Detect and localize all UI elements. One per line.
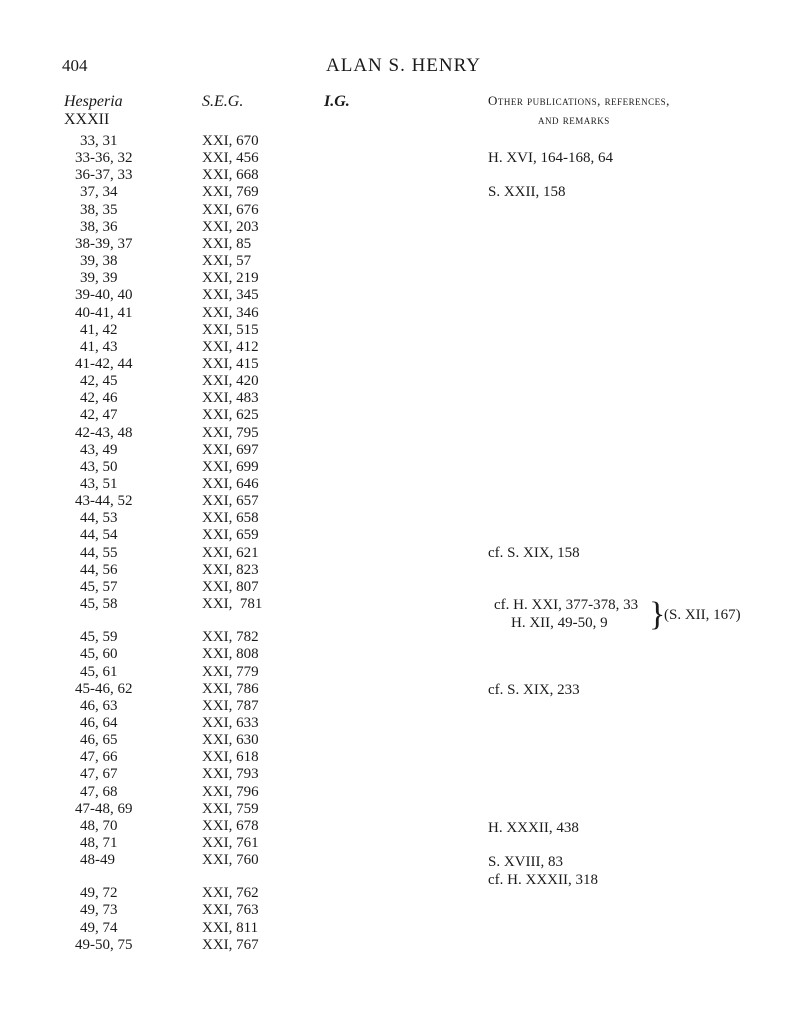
seg-ref: XXI, 811 (202, 919, 259, 936)
hesperia-ref: 45, 57 (80, 578, 118, 595)
hesperia-ref: 38-39, 37 (75, 235, 133, 252)
seg-ref: XXI, 203 (202, 218, 259, 235)
seg-ref: XXI, 420 (202, 373, 259, 390)
remark: H. XII, 49-50, 9 (511, 615, 608, 631)
hesperia-ref: 48-49 (80, 852, 115, 869)
seg-ref: XXI, 762 (202, 885, 259, 902)
remark-group: (S. XII, 167) (664, 607, 741, 623)
hesperia-ref: 49, 72 (80, 885, 118, 902)
hesperia-ref: 49, 74 (80, 919, 118, 936)
hesperia-ref: 45-46, 62 (75, 680, 133, 697)
hesperia-ref: 42, 46 (80, 390, 118, 407)
column-header-other-line1: Other publications, references, (488, 93, 670, 108)
seg-ref: XXI, 763 (202, 902, 259, 919)
seg-ref: XXI, 761 (202, 835, 259, 851)
hesperia-ref: 44, 56 (80, 561, 118, 578)
brace-icon: } (649, 596, 666, 633)
hesperia-ref: 47, 66 (80, 749, 118, 766)
hesperia-ref: 48, 70 (80, 817, 118, 834)
remark: S. XXII, 158 (488, 184, 566, 200)
seg-ref: XXI, 796 (202, 783, 259, 800)
seg-ref: XXI, 678 (202, 817, 259, 834)
seg-ref: XXI, 787 (202, 697, 259, 714)
hesperia-ref: 44, 55 (80, 544, 118, 561)
seg-ref: XXI, 618 (202, 749, 259, 766)
seg-ref: XXI, 515 (202, 321, 259, 338)
seg-ref: XXI, 808 (202, 646, 259, 663)
seg-ref: XXI, 782 (202, 629, 259, 646)
hesperia-ref: 40-41, 41 (75, 304, 133, 321)
hesperia-ref: 41-42, 44 (75, 355, 133, 372)
seg-ref: XXI, 345 (202, 287, 259, 304)
remark: cf. H. XXXII, 318 (488, 872, 598, 888)
hesperia-ref: 43, 50 (80, 458, 118, 475)
hesperia-ref: 39, 38 (80, 253, 118, 270)
hesperia-ref: 49-50, 75 (75, 936, 133, 953)
seg-ref: XXI, 793 (202, 766, 259, 783)
seg-ref: XXI, 659 (202, 527, 259, 544)
seg-ref: XXI, 621 (202, 544, 259, 561)
seg-ref: XXI, 769 (202, 184, 259, 201)
remark: S. XVIII, 83 (488, 854, 563, 870)
seg-ref: XXI, 658 (202, 510, 259, 527)
hesperia-ref: 43, 49 (80, 441, 118, 458)
hesperia-ref: 38, 36 (80, 218, 118, 235)
seg-ref: XXI, 657 (202, 493, 259, 510)
seg-ref: XXI, 625 (202, 407, 259, 424)
column-header-ig: I.G. (324, 93, 350, 110)
seg-ref: XXI, 759 (202, 800, 259, 817)
hesperia-ref: 46, 64 (80, 714, 118, 731)
seg-ref: XXI, 668 (202, 167, 259, 184)
hesperia-ref: 44, 54 (80, 527, 118, 544)
seg-ref: XXI, 346 (202, 304, 259, 321)
seg-ref: XXI, 412 (202, 338, 259, 355)
seg-ref: XXI, 823 (202, 561, 259, 578)
seg-ref: XXI, 767 (202, 936, 259, 953)
hesperia-ref: 44, 53 (80, 510, 118, 527)
remark: cf. S. XIX, 233 (488, 682, 580, 698)
hesperia-ref: 42-43, 48 (75, 424, 133, 441)
hesperia-ref: 43-44, 52 (75, 493, 133, 510)
seg-ref: XXI, 676 (202, 201, 259, 218)
hesperia-ref: 37, 34 (80, 184, 118, 201)
hesperia-ref: 41, 42 (80, 321, 118, 338)
remark: H. XVI, 164-168, 64 (488, 150, 613, 166)
hesperia-ref: 45, 60 (80, 646, 118, 663)
remark: cf. S. XIX, 158 (488, 545, 580, 561)
seg-ref: XXI, 219 (202, 270, 259, 287)
seg-ref: XXI, 57 (202, 253, 252, 270)
hesperia-ref: 47, 67 (80, 766, 118, 783)
running-head: ALAN S. HENRY (326, 55, 481, 76)
remark: cf. H. XXI, 377-378, 33 (494, 597, 639, 613)
seg-ref: XXI, 697 (202, 441, 259, 458)
seg-ref: XXI, 779 (202, 663, 259, 680)
seg-ref: XXI, 456 (202, 150, 259, 167)
hesperia-ref: 33-36, 32 (75, 150, 133, 167)
seg-ref: XXI, 646 (202, 476, 259, 492)
hesperia-ref: 38, 35 (80, 201, 118, 218)
hesperia-ref: 42, 47 (80, 407, 118, 424)
hesperia-ref: 36-37, 33 (75, 167, 133, 184)
hesperia-ref: 45, 61 (80, 663, 118, 680)
column-header-seg: S.E.G. (202, 93, 244, 110)
remark: H. XXXII, 438 (488, 820, 579, 836)
hesperia-ref: 43, 51 (80, 476, 118, 492)
seg-ref: XXI, 795 (202, 424, 259, 441)
seg-ref: XXI, 85 (202, 235, 252, 252)
seg-ref: XXI, 415 (202, 355, 259, 372)
hesperia-ref: 45, 58 (80, 596, 118, 613)
hesperia-ref: 47-48, 69 (75, 800, 133, 817)
column-header-hesperia: Hesperia (64, 93, 123, 110)
seg-ref: XXI, 807 (202, 578, 259, 595)
seg-ref: XXI, 699 (202, 458, 259, 475)
hesperia-ref: 49, 73 (80, 902, 118, 919)
page-number: 404 (62, 56, 88, 75)
volume-label: XXXII (64, 111, 110, 128)
hesperia-ref: 39-40, 40 (75, 287, 133, 304)
hesperia-ref: 33, 31 (80, 133, 118, 149)
seg-ref: XXI, 483 (202, 390, 259, 407)
hesperia-ref: 42, 45 (80, 373, 118, 390)
hesperia-ref: 46, 65 (80, 732, 118, 749)
seg-ref: XXI, 670 (202, 133, 259, 149)
seg-ref: XXI, 781 (202, 596, 263, 613)
hesperia-ref: 39, 39 (80, 270, 118, 287)
hesperia-ref: 41, 43 (80, 338, 118, 355)
seg-ref: XXI, 630 (202, 732, 259, 749)
seg-ref: XXI, 633 (202, 714, 259, 731)
hesperia-ref: 47, 68 (80, 783, 118, 800)
seg-ref: XXI, 760 (202, 852, 259, 869)
column-header-other-line2: and remarks (538, 112, 610, 127)
seg-ref: XXI, 786 (202, 680, 259, 697)
hesperia-ref: 46, 63 (80, 697, 118, 714)
hesperia-ref: 45, 59 (80, 629, 118, 646)
hesperia-ref: 48, 71 (80, 835, 118, 851)
